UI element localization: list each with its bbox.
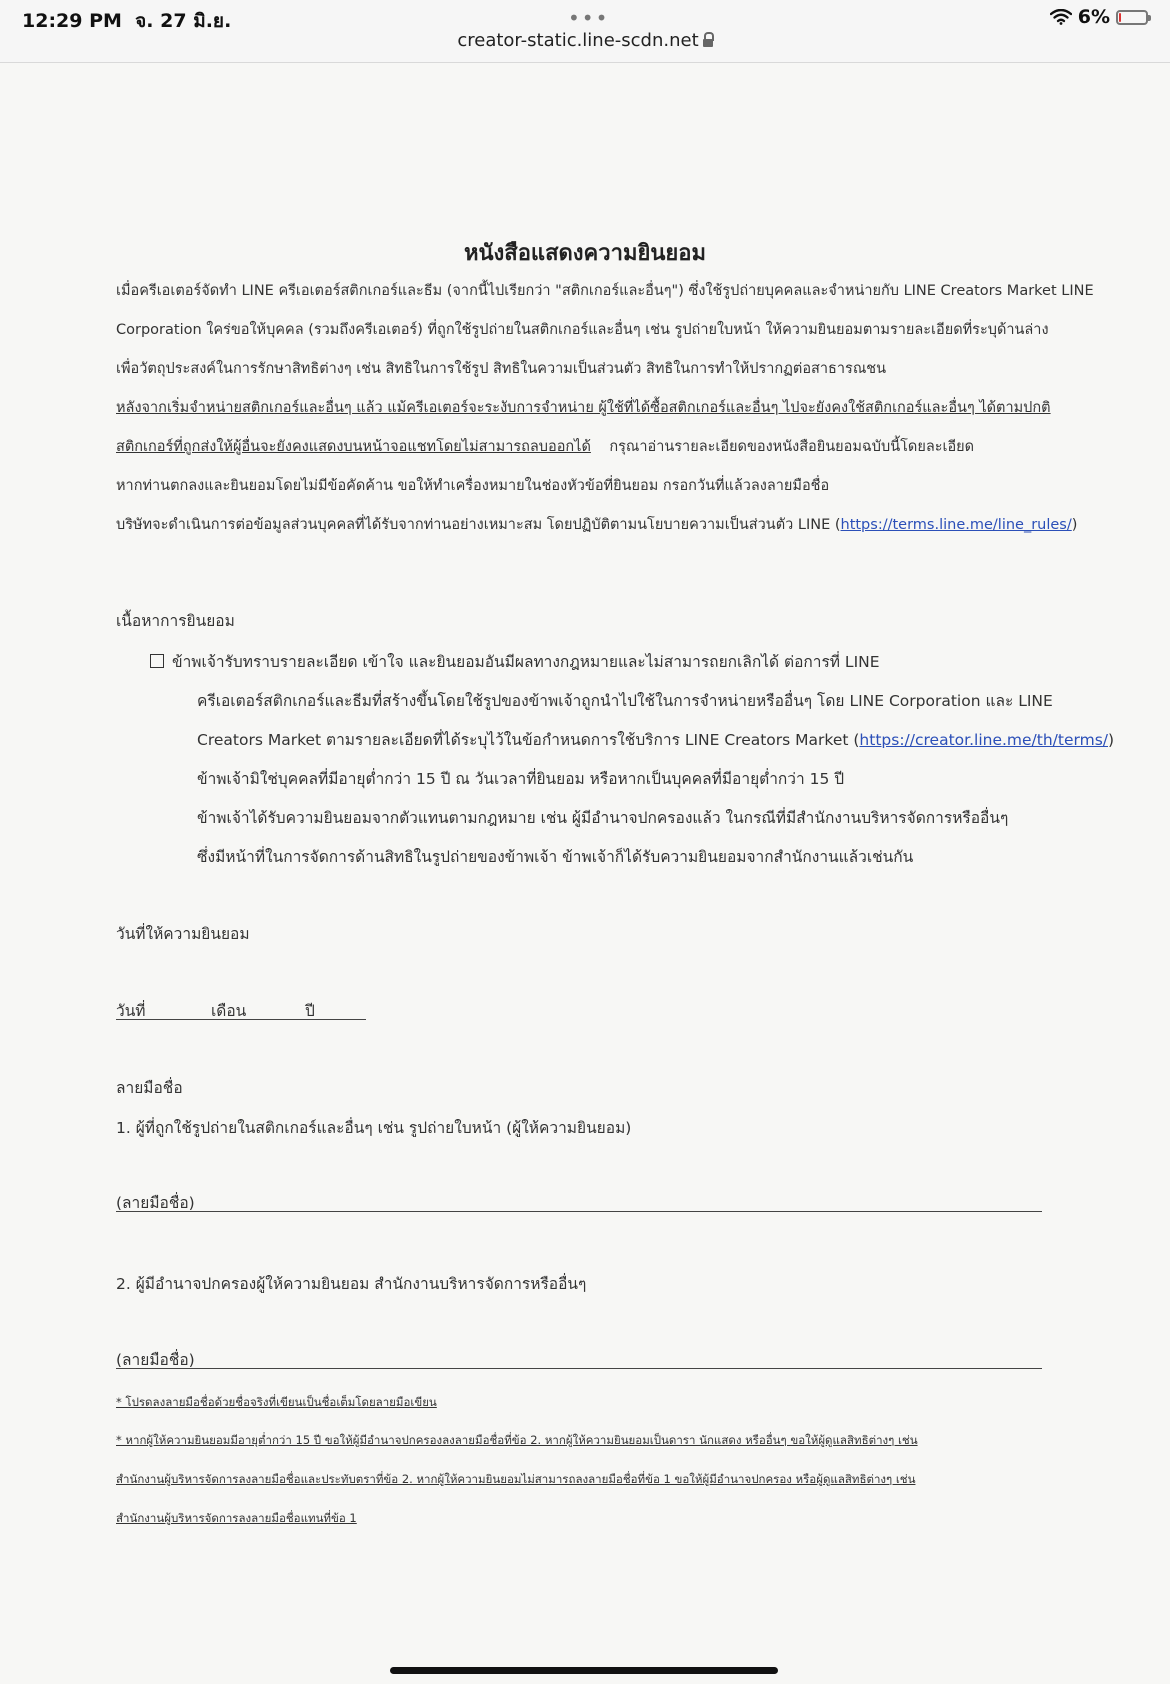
signature-item-1: 1. ผู้ที่ถูกใช้รูปถ่ายในสติกเกอร์และอื่นๆ เช่น รูปถ่ายใบหน้า (ผู้ให้ความยินยอม) [116, 1119, 632, 1137]
date-field-month[interactable]: เดือน [211, 1002, 247, 1020]
consent-line-2: ครีเอเตอร์สติกเกอร์และธีมที่สร้างขึ้นโดยใช้รูปของข้าพเจ้าถูกนำไปใช้ในการจำหน่ายหรืออื่นๆ โดย LINE Corporation และ LINE [197, 692, 1053, 710]
intro-line-1: เมื่อครีเอเตอร์จัดทำ LINE ครีเอเตอร์สติกเกอร์และธีม (จากนี้ไปเรียกว่า "สติกเกอร์และอื่นๆ") ซึ่งใช้รูปถ่ายบุคคลและจำหน่ายกับ LINE Creators Market LINE [116, 283, 1094, 299]
status-time: 12:29 PM จ. 27 มิ.ย. [22, 10, 232, 32]
document-title: หนังสือแสดงความยินยอม [463, 241, 707, 266]
more-dots-icon[interactable]: ••• [568, 6, 610, 30]
battery-icon [1116, 10, 1148, 25]
consent-heading: เนื้อหาการยินยอม [116, 612, 235, 630]
intro-line-7: บริษัทจะดำเนินการต่อข้อมูลส่วนบุคคลที่ได้รับจากท่านอย่างเหมาะสม โดยปฏิบัติตามนโยบายความเป็นส่วนตัว LINE (https://terms.line.me/line_rules/) [116, 517, 1078, 533]
line-rules-link[interactable]: https://terms.line.me/line_rules/ [840, 517, 1072, 533]
battery-level-fill [1119, 13, 1121, 22]
intro-line-6: หากท่านตกลงและยินยอมโดยไม่มีข้อคัดค้าน ขอให้ทำเครื่องหมายในช่องหัวข้อที่ยินยอม กรอกวันที่แล้วลงลายมือชื่อ [116, 478, 830, 494]
signature-heading: ลายมือชื่อ [116, 1079, 183, 1097]
battery-percent: 6% [1077, 6, 1110, 28]
url-text: creator-static.line-scdn.net [457, 30, 699, 51]
note-2-line-1: * หากผู้ให้ความยินยอมมีอายุต่ำกว่า 15 ปี ขอให้ผู้มีอำนาจปกครองลงลายมือชื่อที่ข้อ 2. หากผู้ให้ความยินยอมเป็นดารา นักแสดง หรืออื่นๆ ขอให้ผู้ดูแลสิทธิต่างๆ เช่น [116, 1433, 918, 1447]
intro-line-2: Corporation ใคร่ขอให้บุคคล (รวมถึงครีเอเตอร์) ที่ถูกใช้รูปถ่ายในสติกเกอร์และอื่นๆ เช่น รูปถ่ายใบหน้า ให้ความยินยอมตามรายละเอียดที่ระบุด้านล่าง [116, 322, 1049, 338]
consent-line-1: ข้าพเจ้ารับทราบรายละเอียด เข้าใจ และยินยอมอันมีผลทางกฎหมายและไม่สามารถยกเลิกได้ ต่อการที่ LINE [150, 649, 880, 674]
date-underline [116, 1019, 366, 1020]
signature-label-1: (ลายมือชื่อ) [116, 1194, 195, 1212]
consent-checkbox[interactable] [150, 654, 164, 668]
signature-label-2: (ลายมือชื่อ) [116, 1351, 195, 1369]
date-field-day[interactable]: วันที่ [116, 1002, 146, 1020]
date-heading: วันที่ให้ความยินยอม [116, 925, 250, 943]
signature-item-2: 2. ผู้มีอำนาจปกครองผู้ให้ความยินยอม สำนักงานบริหารจัดการหรืออื่นๆ [116, 1275, 587, 1293]
intro-line-3: เพื่อวัตถุประสงค์ในการรักษาสิทธิต่างๆ เช่น สิทธิในการใช้รูป สิทธิในความเป็นส่วนตัว สิทธิในการทำให้ปรากฏต่อสาธารณชน [116, 361, 887, 377]
browser-top-bar [0, 0, 1170, 63]
wifi-icon [1050, 9, 1072, 25]
consent-line-3: Creators Market ตามรายละเอียดที่ได้ระบุไว้ในข้อกำหนดการใช้บริการ LINE Creators Market (https://creator.line.me/th/terms/) [197, 731, 1115, 749]
intro-line-5 [116, 435, 974, 458]
status-date: จ. 27 มิ.ย. [135, 10, 232, 32]
note-1: * โปรดลงลายมือชื่อด้วยชื่อจริงที่เขียนเป็นชื่อเต็มโดยลายมือเขียน [116, 1395, 437, 1409]
creator-terms-link[interactable]: https://creator.line.me/th/terms/ [859, 731, 1108, 749]
home-indicator[interactable] [390, 1667, 778, 1674]
intro-line-5-rest: กรุณาอ่านรายละเอียดของหนังสือยินยอมฉบับนี้โดยละเอียด [609, 439, 975, 455]
document-page [0, 63, 1170, 1684]
consent-line-4: ข้าพเจ้ามิใช่บุคคลที่มีอายุต่ำกว่า 15 ปี ณ วันเวลาที่ยินยอม หรือหากเป็นบุคคลที่มีอายุต่ำกว่า 15 ปี [197, 770, 845, 788]
signature-line-1[interactable] [116, 1211, 1042, 1212]
intro-line-5-underlined: สติกเกอร์ที่ถูกส่งให้ผู้อื่นจะยังคงแสดงบนหน้าจอแชทโดยไม่สามารถลบออกได้ [116, 439, 591, 455]
intro-line-4: หลังจากเริ่มจำหน่ายสติกเกอร์และอื่นๆ แล้ว แม้ครีเอเตอร์จะระงับการจำหน่าย ผู้ใช้ที่ได้ซื้อสติกเกอร์และอื่นๆ ไปจะยังคงใช้สติกเกอร์และอื่นๆ ได้ตามปกติ [116, 400, 1051, 416]
status-right [1050, 6, 1148, 28]
lock-icon [703, 39, 713, 47]
date-field-year[interactable]: ปี [305, 1002, 315, 1020]
address-bar[interactable] [0, 30, 1170, 51]
note-2-line-3: สำนักงานผู้บริหารจัดการลงลายมือชื่อแทนที่ข้อ 1 [116, 1511, 357, 1525]
consent-line-5: ข้าพเจ้าได้รับความยินยอมจากตัวแทนตามกฎหมาย เช่น ผู้มีอำนาจปกครองแล้ว ในกรณีที่มีสำนักงานบริหารจัดการหรืออื่นๆ [197, 809, 1009, 827]
signature-line-2[interactable] [116, 1368, 1042, 1369]
note-2-line-2: สำนักงานผู้บริหารจัดการลงลายมือชื่อและประทับตราที่ข้อ 2. หากผู้ให้ความยินยอมไม่สามารถลงลายมือชื่อที่ข้อ 1 ขอให้ผู้มีอำนาจปกครอง หรือผู้ดูแลสิทธิต่างๆ เช่น [116, 1472, 916, 1486]
consent-line-6: ซึ่งมีหน้าที่ในการจัดการด้านสิทธิในรูปถ่ายของข้าพเจ้า ข้าพเจ้าก็ได้รับความยินยอมจากสำนักงานแล้วเช่นกัน [197, 848, 914, 866]
